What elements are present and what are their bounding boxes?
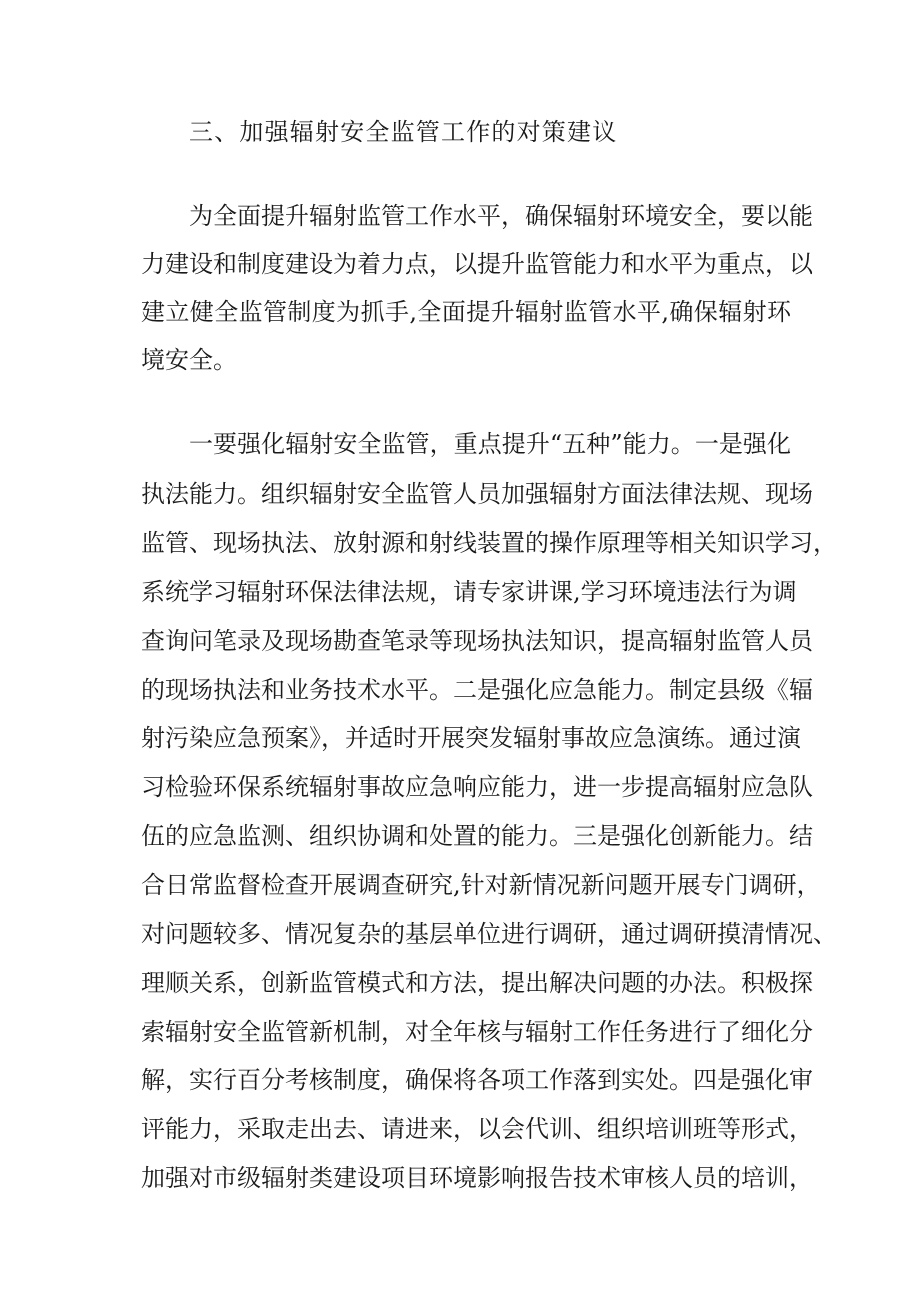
paragraph-line: 解，实行百分考核制度，确保将各项工作落到实处。四是强化审 [141, 1066, 813, 1094]
paragraph-line: 为全面提升辐射监管工作水平，确保辐射环境安全，要以能 [189, 202, 813, 230]
paragraph-line: 合日常监督检查开展调查研究,针对新情况新问题开展专门调研， [141, 871, 821, 899]
paragraph-line: 索辐射安全监管新机制，对全年核与辐射工作任务进行了细化分 [141, 1018, 813, 1046]
paragraph-line: 习检验环保系统辐射事故应急响应能力，进一步提高辐射应急队 [141, 773, 813, 801]
paragraph-line: 评能力，采取走出去、请进来，以会代训、组织培训班等形式， [141, 1115, 813, 1143]
paragraph-line: 对问题较多、情况复杂的基层单位进行调研，通过调研摸清情况、 [141, 920, 837, 948]
paragraph-line: 境安全。 [141, 346, 237, 374]
paragraph-line: 执法能力。组织辐射安全监管人员加强辐射方面法律法规、现场 [141, 480, 813, 508]
paragraph-line: 查询问笔录及现场勘查笔录等现场执法知识，提高辐射监管人员 [141, 627, 813, 655]
paragraph-line: 力建设和制度建设为着力点，以提升监管能力和水平为重点，以 [141, 250, 813, 278]
paragraph-line: 理顺关系，创新监管模式和方法，提出解决问题的办法。积极探 [141, 969, 813, 997]
paragraph-line: 加强对市级辐射类建设项目环境影响报告技术审核人员的培训， [141, 1164, 813, 1192]
paragraph-line: 射污染应急预案》，并适时开展突发辐射事故应急演练。通过演 [141, 724, 801, 752]
paragraph-line: 伍的应急监测、组织协调和处置的能力。三是强化创新能力。结 [141, 822, 813, 850]
paragraph-line: 的现场执法和业务技术水平。二是强化应急能力。制定县级《辐 [141, 676, 813, 704]
paragraph-line: 一要强化辐射安全监管，重点提升“五种”能力。一是强化 [189, 430, 791, 458]
paragraph-line: 建立健全监管制度为抓手,全面提升辐射监管水平,确保辐射环 [141, 298, 791, 326]
paragraph-line: 系统学习辐射环保法律法规，请专家讲课,学习环境违法行为调 [141, 578, 797, 606]
section-heading: 三、加强辐射安全监管工作的对策建议 [189, 118, 618, 146]
paragraph-line: 监管、现场执法、放射源和射线装置的操作原理等相关知识学习， [141, 529, 837, 557]
